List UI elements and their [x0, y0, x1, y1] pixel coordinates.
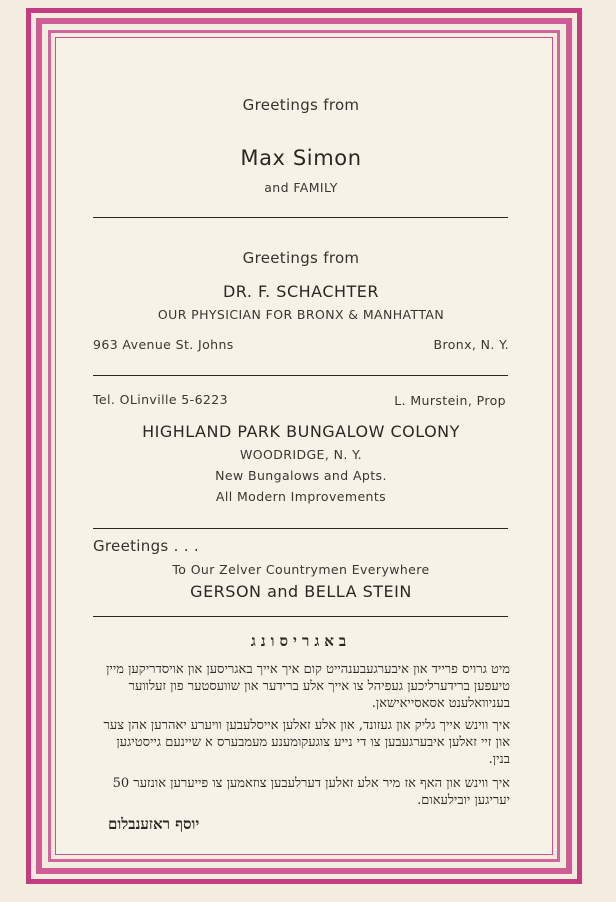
simon-greeting: Greetings from	[242, 96, 360, 114]
schachter-name: DR. F. SCHACHTER	[222, 282, 380, 301]
yiddish-paragraph-2: איך ווינש אייך גליק און געזונד, און אלע זאלען אייסלעבען וויערע יאהרען אהן צער און זיי זאלען איבערגעבען צו די נייע צוגעקומענע מעמבערס א שיינעם גייסטיגען בנין.	[103, 718, 510, 767]
simon-name: Max Simon	[240, 146, 362, 170]
highland-line2: All Modern Improvements	[215, 489, 387, 504]
yiddish-signature: יוסף ראזענבלום	[108, 815, 200, 833]
divider-1	[93, 217, 508, 218]
schachter-address: 963 Avenue St. Johns	[93, 337, 234, 352]
divider-2	[93, 375, 508, 376]
divider-4	[93, 616, 508, 617]
schachter-greeting: Greetings from	[242, 249, 360, 267]
schachter-city: Bronx, N. Y.	[433, 337, 509, 352]
yiddish-paragraph-3: איך ווינש און האף אז מיר אלע זאלען דערלעבען צוזאמען צו פייערען אונזער 50 יעריגען יובילעאום.	[112, 776, 510, 808]
highland-tel: Tel. OLinville 5-6223	[93, 392, 228, 407]
highland-location: WOODRIDGE, N. Y.	[240, 447, 362, 462]
highland-name: HIGHLAND PARK BUNGALOW COLONY	[142, 422, 460, 441]
highland-prop: L. Murstein, Prop	[394, 393, 506, 408]
stein-to: To Our Zelver Countrymen Everywhere	[172, 562, 430, 577]
divider-3	[93, 528, 508, 529]
schachter-title: OUR PHYSICIAN FOR BRONX & MANHATTAN	[157, 307, 445, 322]
highland-line1: New Bungalows and Apts.	[215, 468, 387, 483]
stein-names: GERSON and BELLA STEIN	[190, 582, 412, 601]
simon-family: and FAMILY	[264, 180, 338, 195]
stein-greeting: Greetings . . .	[93, 537, 199, 555]
yiddish-paragraph-1: מיט גרויס פרייד און איבערגעבענהייט קום איך אייך באגריסען און אויסדריקען מיין טיעפען ברידערליכען געפיהל צו אייך אלע ברידער און שוועסטער פון זעלווער בעניוואלענט אסאסייאישאן.	[106, 662, 510, 711]
yiddish-title: באגריסונג	[250, 632, 352, 650]
